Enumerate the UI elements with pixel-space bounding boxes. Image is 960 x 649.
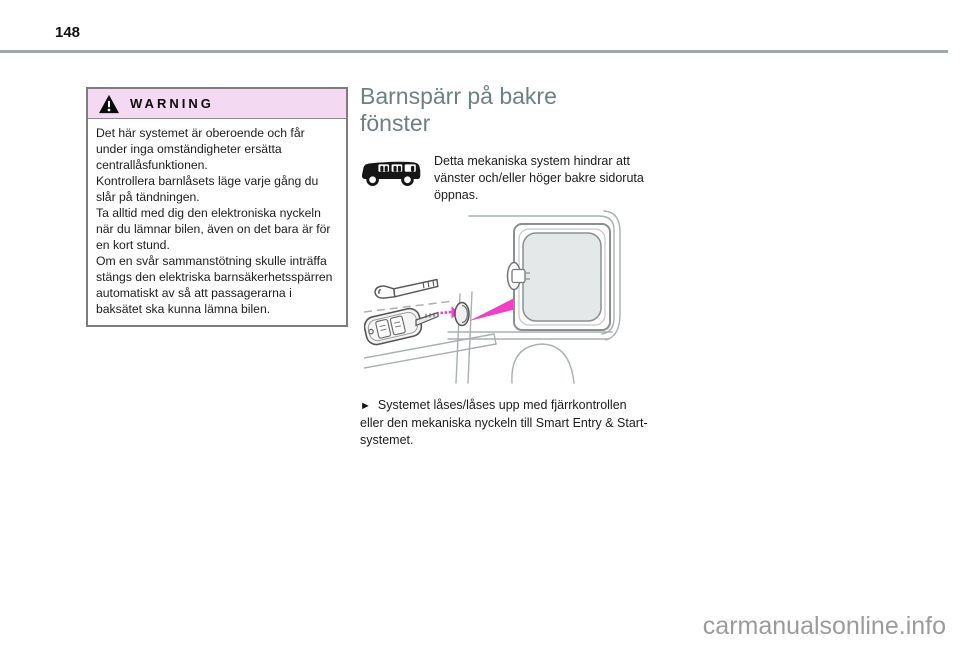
instruction-text bbox=[360, 397, 652, 449]
lock-cylinder bbox=[455, 303, 469, 326]
page-number: 148 bbox=[55, 24, 81, 41]
section-child-lock-rear-windows bbox=[360, 83, 652, 449]
intro-row bbox=[360, 153, 652, 204]
watermark: carmanualsonline.info bbox=[702, 612, 946, 640]
instruction-body: Systemet låses/låses upp med fjärrkontrollen eller den mekaniska nyckeln till Smart Entry & Start-systemet. bbox=[360, 398, 648, 447]
warning-paragraph: Kontrollera barnlåsets läge varje gång du slår på tändningen. bbox=[96, 174, 319, 204]
warning-triangle-icon bbox=[98, 94, 120, 114]
warning-body bbox=[88, 119, 346, 325]
bullet-arrow-icon: ► bbox=[360, 400, 371, 412]
intro-text: Detta mekaniska system hindrar att vänster och/eller höger bakre sidoruta öppnas. bbox=[434, 154, 644, 202]
warning-paragraph: Om en svår sammanstötning skulle inträffa stängs den elektriska barnsäkerhetsspärren automatiskt av så att passagerarna i baksätet ska kunna lämna bilen. bbox=[96, 254, 333, 316]
warning-paragraph: Det här systemet är oberoende och får under inga omständigheter ersätta centrallåsfunktionen. bbox=[96, 126, 305, 172]
warning-box-header bbox=[88, 89, 346, 119]
window-lock-illustration bbox=[364, 210, 652, 389]
mechanical-key bbox=[374, 279, 438, 299]
rear-window bbox=[514, 224, 610, 330]
warning-paragraph: Ta alltid med dig den elektroniska nyckeln när du lämnar bilen, även on det bara är för en kort stund. bbox=[96, 206, 331, 252]
section-title: Barnspärr på bakre fönster bbox=[360, 83, 557, 136]
warning-box bbox=[86, 87, 348, 327]
header-divider bbox=[0, 50, 948, 53]
van-icon bbox=[360, 153, 422, 193]
warning-title: WARNING bbox=[130, 96, 214, 111]
remote-key-fob bbox=[364, 307, 423, 347]
